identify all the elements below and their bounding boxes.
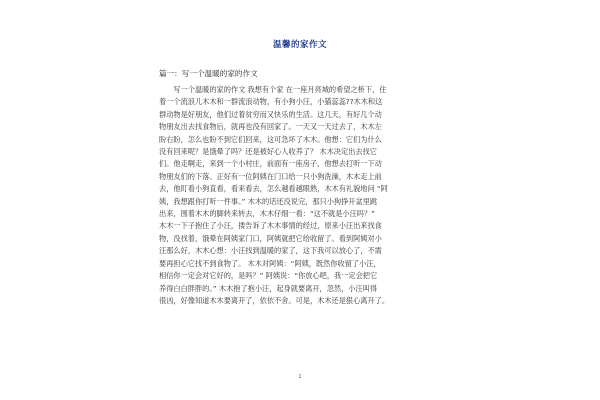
text-line: 出来，围着木木的脚转来转去，木木仔细一看：“这不就是小汪吗？” [159, 209, 375, 219]
text-line: 要再担心它找不到食物了。 木木对阿姨：“阿姨，既然你收留了小汪， [159, 258, 381, 268]
text-line: 们。他走啊走，来到一个小村庄，前面有一座房子，他想去打听一下动 [159, 159, 382, 169]
text-line: 养得白白胖胖的。” 木木抱了抱小汪，起身就要离开，忽然，小汪叫得 [159, 283, 378, 293]
document-title: 温馨的家作文 [272, 40, 327, 50]
text-line: 很凶，好像知道木木要离开了，依依不舍。可是，木木还是狠心离开了。 [159, 295, 390, 305]
text-line: 没有回来呢？是饿晕了吗？还是被好心人收养了？ 木木决定出去找它 [159, 147, 377, 157]
text-line: 相信你一定会对它好的，是吗？” 阿姨说：“你放心吧，我一定会把它 [159, 271, 378, 281]
text-line: 盼右盼，怎么也盼不到它们回来，这可急坏了木木。他想：它们为什么 [159, 134, 382, 144]
text-line: 着一个流浪儿木木和一群流浪动物，有小狗小汪，小猫蕊蕊??木木和这 [159, 97, 383, 107]
text-line: 写一个温暖的家的作文 我想有个家 在一座月亮城的希望之桥下，住 [159, 85, 387, 94]
text-line: 群动物是好朋友，他们过着贫穷而又快乐的生活。这几天，有好几个动 [159, 109, 382, 119]
body-text [159, 84, 435, 307]
text-line: 物朋友们的下落。正好有一位阿姨在门口给一只小狗洗澡，木木走上前 [159, 171, 382, 181]
section-heading: 篇一：写一个温暖的家的作文 [159, 69, 258, 78]
text-line: 物朋友出去找食物后，就再也没有回家了。一天又一天过去了，木木左 [159, 122, 382, 132]
text-line: 姨，我想跟你打听一件事。” 木木的话还没说完，那只小狗挣开盆里跳 [159, 196, 378, 206]
text-line: 去，他盯看小狗直看，看来看去，怎么越看越眼熟，木木有礼貌地问 “阿 [159, 184, 388, 194]
text-line: 物，没找着，饿晕在阿姨家门口，阿姨就把它给收留了。看到阿姨对小 [159, 233, 382, 243]
page-number: 1 [298, 374, 302, 380]
text-line: 木木一下子抱住了小汪，搂告诉了木木事情的经过，原来小汪出来找食 [159, 221, 382, 231]
text-line: 汪那么好，木木心想：小汪找到温暖的家了，这下我可以放心了，不需 [159, 246, 382, 256]
